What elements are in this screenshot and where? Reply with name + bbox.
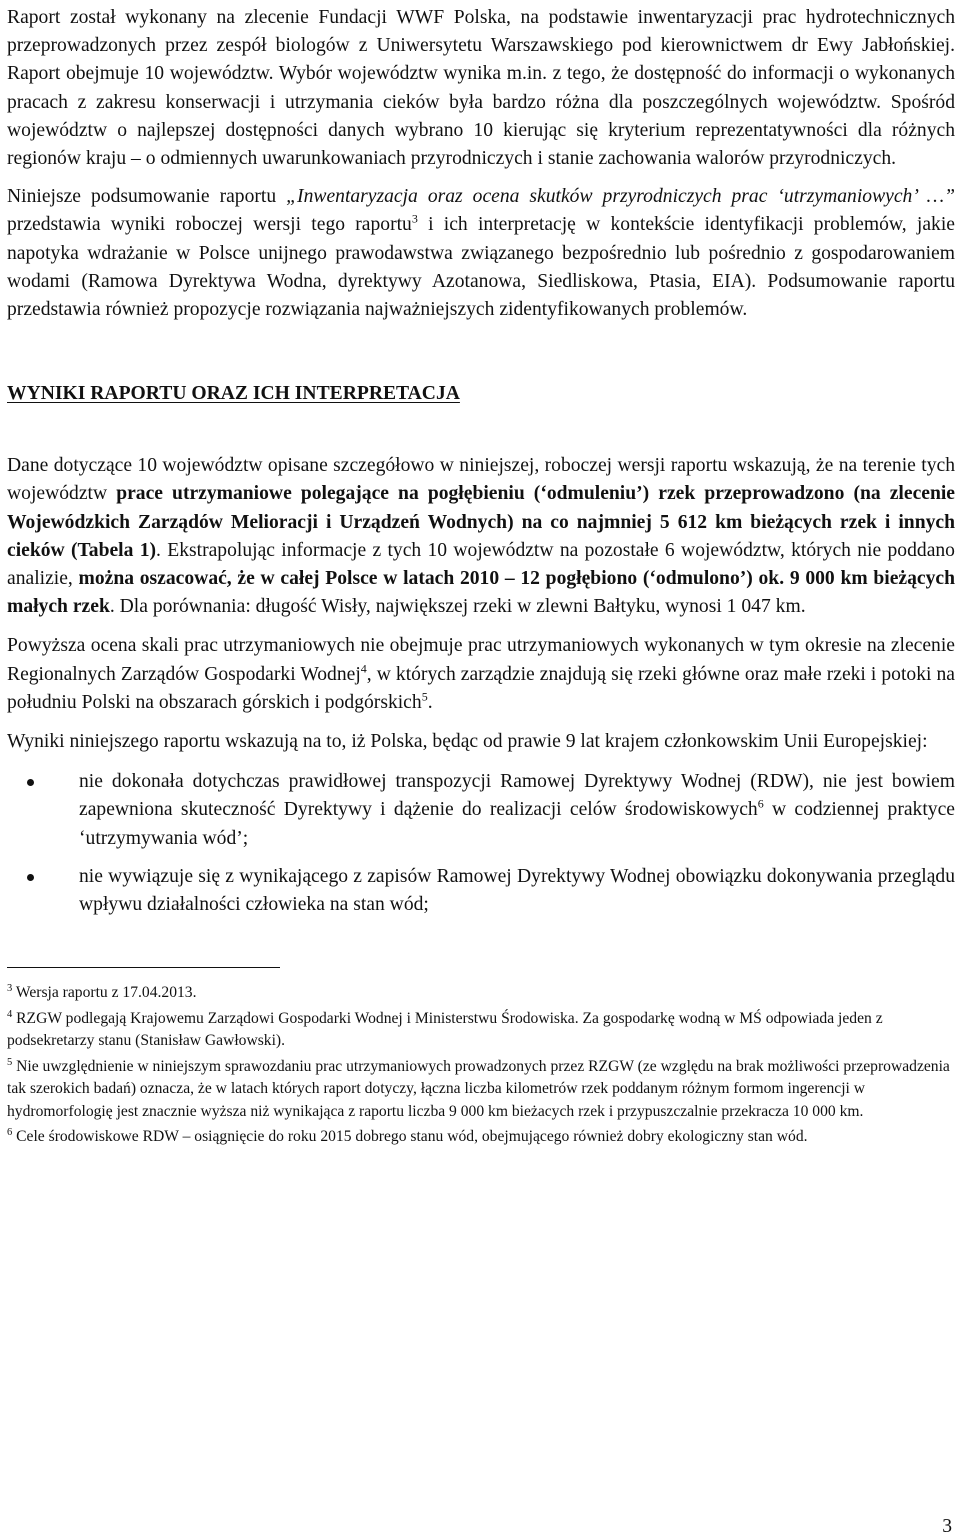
document-page xyxy=(7,4,955,1152)
results-text-a: Dane dotyczące 10 województw opisane szczegółowo w niniejszej, roboczej wersji raportu wskazują, że na terenie tych województw xyxy=(7,455,955,505)
footnote-ref-5[interactable]: 5 xyxy=(421,689,428,704)
footnote-ref-4[interactable]: 4 xyxy=(360,661,367,676)
footnote-number: 6 xyxy=(7,1127,13,1139)
footnote-ref-6[interactable]: 6 xyxy=(757,796,764,811)
footnote-6 xyxy=(7,1126,955,1149)
footnote-number: 3 xyxy=(7,983,13,995)
footnote-text: Wersja raportu z 17.04.2013. xyxy=(12,984,197,1002)
assessment-paragraph xyxy=(7,632,955,717)
report-title: „Inwentaryzacja oraz ocena skutków przyrodniczych prac ‘utrzymaniowych’ …” xyxy=(286,186,956,208)
section-heading: WYNIKI RAPORTU ORAZ ICH INTERPRETACJA xyxy=(7,383,460,405)
footnote-ref-3[interactable]: 3 xyxy=(411,211,418,226)
conclusion-intro: Wyniki niniejszego raportu wskazują na to, iż Polska, będąc od prawie 9 lat krajem członkowskim Unii Europejskiej: xyxy=(7,731,928,753)
footnote-text: Cele środowiskowe RDW – osiągnięcie do roku 2015 dobrego stanu wód, obejmującego również dobry ekologiczny stan wód. xyxy=(12,1128,808,1146)
list-item-text: nie wywiązuje się z wynikającego z zapisów Ramowej Dyrektywy Wodnej obowiązku dokonywania przeglądu wpływu działalności człowieka na stan wód; xyxy=(79,865,955,916)
assessment-text-b: , w których zarządzie znajdują się rzeki główne oraz małe rzeki i potoki na południu Polski na obszarach górskich i podgórskich xyxy=(7,663,955,713)
bullet-icon xyxy=(27,874,34,881)
list-item xyxy=(7,768,955,853)
footnote-4 xyxy=(7,1008,955,1053)
summary-lead: Niniejsze podsumowanie raportu xyxy=(7,186,287,208)
assessment-text-a: Powyższa ocena skali prac utrzymaniowych nie obejmuje prac utrzymaniowych wykonanych w tym okresie na zlecenie Regionalnych Zarządów Gospodarki Wodnej xyxy=(7,635,955,685)
page-number: 3 xyxy=(942,1516,952,1537)
footnote-text: Nie uwzględnienie w niniejszym sprawozdaniu prac utrzymaniowych prowadzonych przez RZGW (ze względu na brak możliwości przeprowadzenia tak szerokich badań) oznacza, że w latach których raport dotyczy, łączna liczba kilometrów rzek poddanym różnym formom ingerencji w hydromorfologię jest znacznie wyższa niż wynikająca z raportu liczba 9 000 km bieżacych rzek i przypuszczalnie przekracza 10 000 km. xyxy=(7,1057,950,1120)
summary-mid: przedstawia wyniki roboczej wersji tego raportu xyxy=(7,214,412,236)
intro-paragraph: Raport został wykonany na zlecenie Fundacji WWF Polska, na podstawie inwentaryzacji prac hydrotechnicznych przeprowadzonych przez zespół biologów z Uniwersytetu Warszawskiego pod kierownictwem dr Ewy Jabłońskiej. Raport obejmuje 10 województw. Wybór województw wynika m.in. z tego, że dostępność do informacji o wykonanych pracach z zakresu konserwacji i utrzymania cieków była bardzo różna dla poszczególnych województw. Spośród województw o najlepszej dostępności danych wybrano 10 kierując się kryterium reprezentatywności dla różnych regionów kraju – o odmiennych uwarunkowaniach przyrodniczych i stanie zachowania walorów przyrodniczych. xyxy=(7,7,955,170)
footnote-number: 4 xyxy=(7,1008,13,1020)
conclusion-list xyxy=(7,768,955,919)
footnote-number: 5 xyxy=(7,1056,13,1068)
results-paragraph xyxy=(7,452,955,621)
list-item xyxy=(7,863,955,919)
list-item-text-tail: w codziennej praktyce ‘utrzymywania wód’; xyxy=(79,799,955,849)
summary-paragraph xyxy=(7,183,955,324)
bullet-icon xyxy=(27,779,34,786)
results-bold-a: prace utrzymaniowe polegające na pogłębieniu (‘odmuleniu’) rzek przeprowadzono (na zlecenie Wojewódzkich Zarządów Melioracji i Urządzeń Wodnych) na co najmniej 5 612 km bieżących rzek i innych cieków (Tabela 1) xyxy=(7,483,955,561)
results-bold-b: można oszacować, że w całej Polsce w latach 2010 – 12 pogłębiono (‘odmulono’) ok. 9 000 km bieżących małych rzek xyxy=(7,568,955,618)
assessment-text-c: . xyxy=(427,691,433,713)
footnote-5 xyxy=(7,1056,955,1124)
results-text-b: . Ekstrapolując informacje z tych 10 województw na pozostałe 6 województw, których nie poddano analizie, xyxy=(7,539,955,590)
summary-tail: i ich interpretację w kontekście identyfikacji problemów, jakie napotyka wdrażanie w Polsce unijnego prawodawstwa związanego bezpośrednio lub pośrednio z gospodarowaniem wodami (Ramowa Dyrektywa Wodna, dyrektywy Azotanowa, Siedliskowa, Ptasia, EIA). Podsumowanie raportu przedstawia również propozycje rozwiązania najważniejszych zidentyfikowanych problemów. xyxy=(7,214,955,321)
list-item-text: nie dokonała dotychczas prawidłowej transpozycji Ramowej Dyrektywy Wodnej (RDW), nie jest bowiem zapewniona skuteczność Dyrektywy i dążenie do realizacji celów środowiskowych xyxy=(79,771,955,821)
footnote-separator xyxy=(7,967,280,968)
footnotes xyxy=(7,982,955,1149)
footnote-3 xyxy=(7,982,955,1005)
results-text-c: . Dla porównania: długość Wisły, największej rzeki w zlewni Bałtyku, wynosi 1 047 km. xyxy=(109,596,806,618)
footnote-text: RZGW podlegają Krajowemu Zarządowi Gospodarki Wodnej i Ministerstwu Środowiska. Za gospodarkę wodną w MŚ odpowiada jeden z podsekretarzy stanu (Stanisław Gawłowski). xyxy=(7,1009,883,1050)
